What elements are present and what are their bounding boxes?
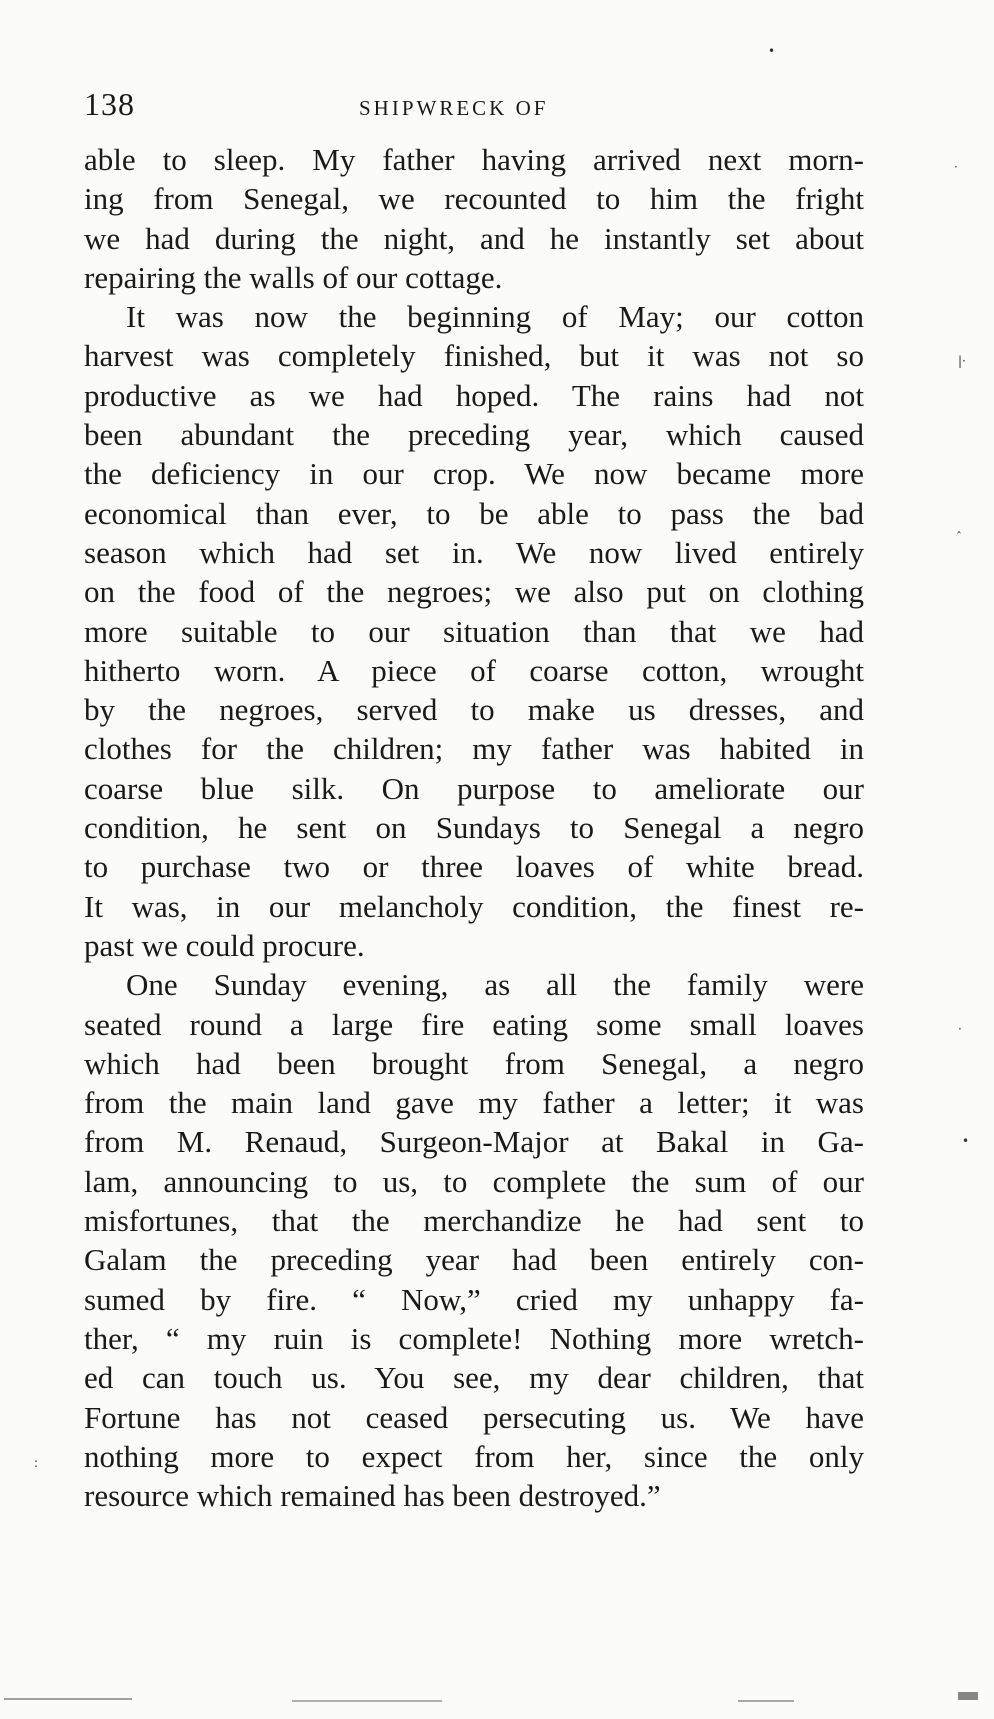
text-line: ther, “ my ruin is complete! Nothing more wretch- — [84, 1320, 864, 1356]
bottom-edge-mark — [4, 1698, 132, 1700]
text-line: from M. Renaud, Surgeon-Major at Bakal in Ga- — [84, 1124, 864, 1160]
running-head: SHIPWRECK OF — [359, 96, 549, 120]
text-line: repairing the walls of our cottage. — [84, 259, 503, 295]
paragraph-2 — [84, 297, 864, 965]
paragraph-3 — [84, 965, 864, 1515]
paragraph-1 — [84, 140, 864, 297]
scan-speck: : — [34, 1456, 39, 1470]
bottom-edge-mark — [292, 1700, 442, 1702]
scan-speck: • — [768, 44, 776, 58]
text-line: past we could procure. — [84, 927, 365, 963]
text-line: It was, in our melancholy condition, the finest re- — [84, 888, 864, 924]
body-text — [84, 140, 864, 1515]
text-line: condition, he sent on Sundays to Senegal a negro — [84, 810, 864, 846]
text-line: economical than ever, to be able to pass the bad — [84, 495, 864, 531]
text-line: which had been brought from Senegal, a negro — [84, 1045, 864, 1081]
scan-speck: · — [958, 1022, 962, 1036]
text-line: sumed by fire. “ Now,” cried my unhappy fa- — [84, 1281, 864, 1317]
scan-speck: ˆ — [956, 530, 962, 544]
bottom-edge-mark — [738, 1700, 794, 1702]
text-line: It was now the beginning of May; our cotton — [126, 299, 864, 335]
text-line: resource which remained has been destroyed.” — [84, 1478, 661, 1514]
text-line: ed can touch us. You see, my dear children, that — [84, 1360, 864, 1396]
text-line: Fortune has not ceased persecuting us. We have — [84, 1399, 864, 1435]
text-line: season which had set in. We now lived entirely — [84, 534, 864, 570]
text-line: harvest was completely finished, but it was not so — [84, 338, 864, 374]
text-line: clothes for the children; my father was habited in — [84, 731, 864, 767]
scan-speck: |· — [958, 354, 966, 368]
scan-speck: · — [954, 160, 958, 174]
text-line: able to sleep. My father having arrived next morn- — [84, 142, 864, 177]
text-line: Galam the preceding year had been entirely con- — [84, 1242, 864, 1278]
text-line: on the food of the negroes; we also put on clothing — [84, 574, 864, 610]
text-line: to purchase two or three loaves of white bread. — [84, 849, 864, 885]
text-line: lam, announcing to us, to complete the sum of our — [84, 1163, 864, 1199]
text-line: from the main land gave my father a letter; it was — [84, 1085, 864, 1121]
page-header — [84, 86, 864, 126]
text-line: misfortunes, that the merchandize he had sent to — [84, 1203, 864, 1239]
bottom-edge-mark — [958, 1692, 978, 1700]
text-line: ing from Senegal, we recounted to him the fright — [84, 181, 864, 217]
text-line: hitherto worn. A piece of coarse cotton, wrought — [84, 652, 864, 688]
text-line: seated round a large fire eating some small loaves — [84, 1006, 864, 1042]
text-line: nothing more to expect from her, since the only — [84, 1438, 864, 1474]
text-line: we had during the night, and he instantly set about — [84, 220, 864, 256]
text-line: more suitable to our situation than that we had — [84, 613, 864, 649]
page-number: 138 — [84, 86, 135, 122]
text-line: been abundant the preceding year, which caused — [84, 417, 864, 453]
text-line: coarse blue silk. On purpose to ameliorate our — [84, 770, 864, 806]
scan-speck: • — [962, 1134, 970, 1148]
text-line: productive as we had hoped. The rains had not — [84, 377, 864, 413]
text-line: by the negroes, served to make us dresses, and — [84, 692, 864, 728]
text-line: One Sunday evening, as all the family were — [126, 967, 864, 1003]
text-line: the deficiency in our crop. We now became more — [84, 456, 864, 492]
